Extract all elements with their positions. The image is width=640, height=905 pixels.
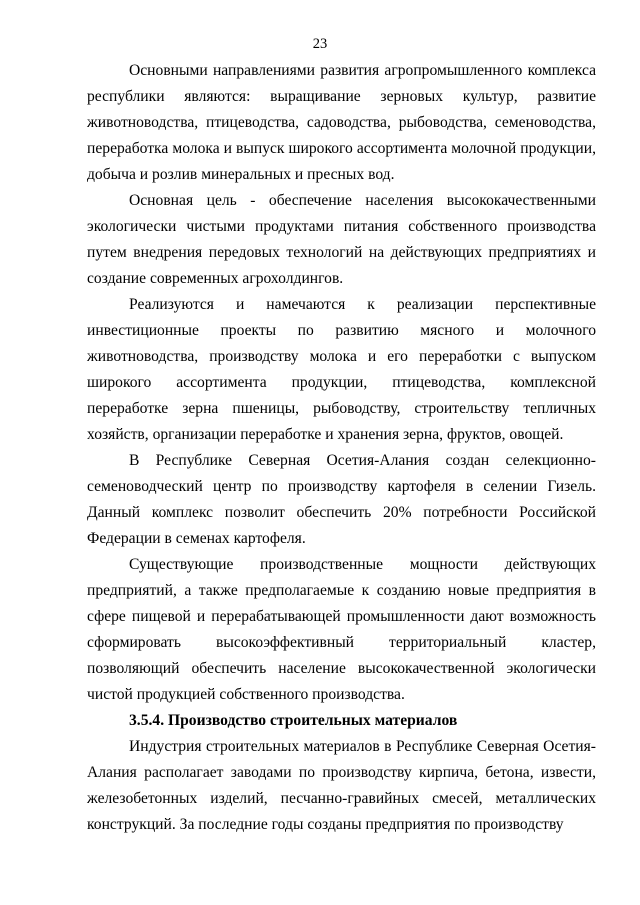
paragraph-building-materials: Индустрия строительных материалов в Республике Северная Осетия-Алания располагает заводами по производству кирпича, бетона, извести, железобетонных изделий, песчанно-гравийных смесей, металлических конструкций. За последние годы созданы предприятия по производству — [87, 738, 596, 833]
paragraph-potato-center: В Республике Северная Осетия-Алания создан селекционно-семеноводческий центр по производству картофеля в селении Гизель. Данный комплекс позволит обеспечить 20% потребности Российской Федерации в семенах картофеля. — [87, 452, 596, 547]
paragraph-investment-projects: Реализуются и намечаются к реализации перспективные инвестиционные проекты по развитию мясного и молочного животноводства, производству молока и его переработки с выпуском широкого ассортимента продукции, птицеводства, комплексной переработке зерна пшеницы, рыбоводству, строительству тепличных хозяйств, организации переработке и хранения зерна, фруктов, овощей. — [87, 296, 596, 443]
paragraph-main-goal: Основная цель - обеспечение населения высококачественными экологически чистыми продуктами питания собственного производства путем внедрения передовых технологий на действующих предприятиях и создание современных агрохолдингов. — [87, 192, 596, 287]
page-body — [87, 58, 596, 838]
page-number: 23 — [312, 36, 328, 52]
section-heading: 3.5.4. Производство строительных материалов — [129, 712, 458, 729]
paragraph-production-capacity: Существующие производственные мощности действующих предприятий, а также предполагаемые к созданию новые предприятия в сфере пищевой и перерабатывающей промышленности дают возможность сформировать высокоэффективный территориальный кластер, позволяющий обеспечить население высококачественной экологически чистой продукцией собственного производства. — [87, 556, 596, 703]
paragraph-agro-directions: Основными направлениями развития агропромышленного комплекса республики являются: выращивание зерновых культур, развитие животноводства, птицеводства, садоводства, рыбоводства, семеноводства, переработка молока и выпуск широкого ассортимента молочной продукции, добыча и розлив минеральных и пресных вод. — [87, 62, 596, 183]
